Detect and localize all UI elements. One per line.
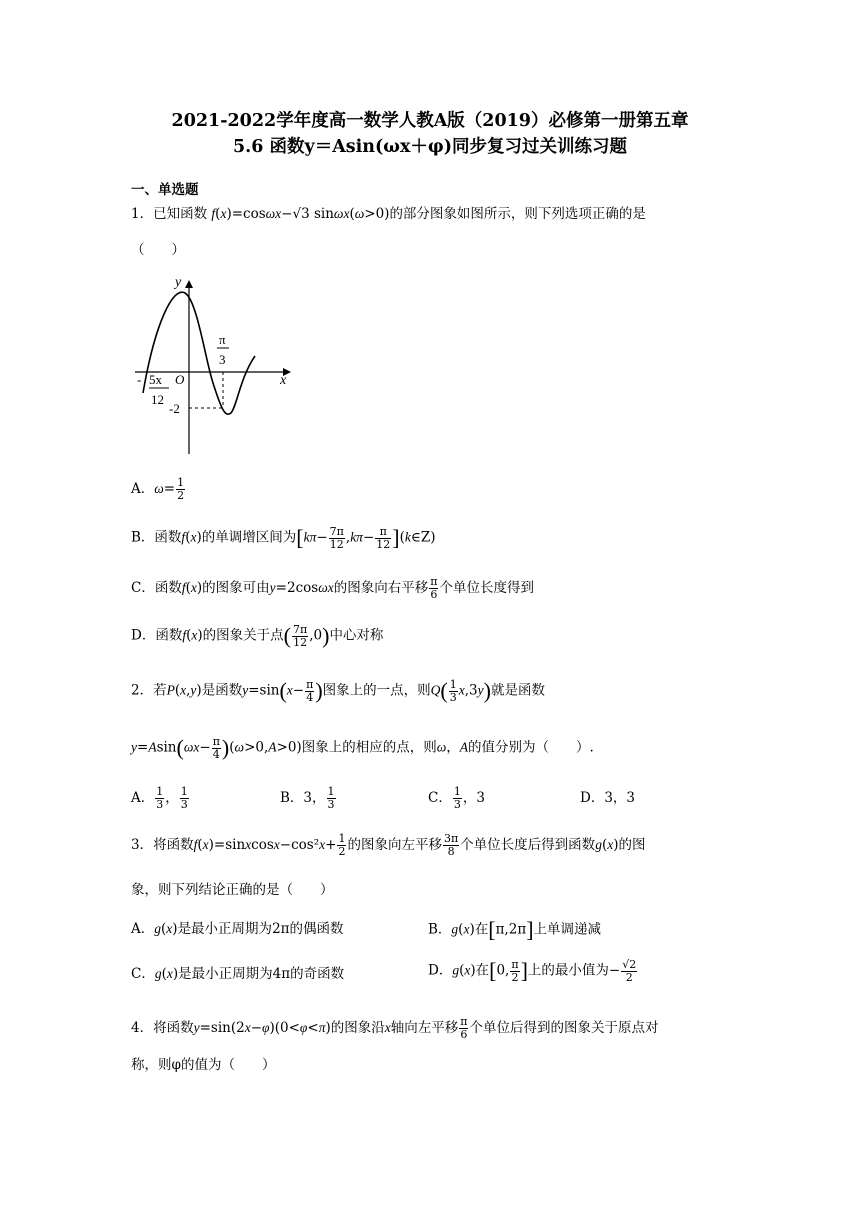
title-line-1: 2021-2022学年度高一数学人教A版（2019）必修第一册第五章	[171, 111, 689, 131]
q1-option-a: A．ω= $\frac{1}{2}$	[131, 476, 185, 502]
graph-min-label: -2	[169, 401, 180, 416]
graph-pi3-num: π	[219, 332, 226, 347]
q1-answer-paren: （ ）	[131, 242, 185, 258]
q1-option-b: B．函数f(x)的单调增区间为[kπ− $\frac{7\pi}{12}$ ,kπ− $\frac{\pi}{12}$ ](k∈Z)	[131, 524, 436, 551]
graph-x-label: x	[280, 373, 287, 388]
q2-option-a: A． $\frac{1}{3}$ ， $\frac{1}{3}$	[131, 785, 188, 811]
q1-option-d: D．函数f(x)的图象关于点( $\frac{7\pi}{12}$ ,0)中心对称	[131, 622, 384, 649]
title-line-2: 5.6 函数y＝Asin(ωx＋φ)同步复习过关训练习题	[233, 137, 627, 157]
q4-stem-line2: 称，则φ的值为（ ）	[131, 1057, 276, 1073]
graph-left-num: 5x	[149, 372, 162, 387]
q3-option-b: B．g(x)在[π,2π]上单调递减	[428, 917, 602, 942]
graph-y-label: y	[175, 275, 182, 290]
q1-graph	[125, 268, 305, 458]
q3-stem-line1: 3．将函数f(x)=sinxcosx−cos²x+ $\frac{1}{2}$ 的图象向左平移 $\frac{3\pi}{8}$ 个单位长度后得到函数g(x)的图	[131, 832, 646, 858]
q3-stem-line2: 象，则下列结论正确的是（ ）	[131, 882, 334, 898]
q3-option-c: C．g(x)是最小正周期为4π的奇函数	[131, 966, 345, 982]
q3-option-d: D．g(x)在[0, $\frac{\pi}{2}$ ]上的最小值为− $\frac{√2}{2}$	[428, 957, 637, 984]
q4-stem-line1: 4．将函数y=sin(2x−φ)(0<φ<π)的图象沿x轴向左平移 $\frac{\pi}{6}$ 个单位后得到的图象关于原点对	[131, 1015, 659, 1041]
q3-option-a: A．g(x)是最小正周期为2π的偶函数	[131, 921, 344, 937]
graph-left-sign: -	[137, 372, 142, 387]
q2-option-d: D．3，3	[580, 790, 636, 806]
q1-stem: 1．已知函数 f(x)=cosωx−√3 sinωx(ω>0)的部分图象如图所示，则下列选项正确的是	[131, 206, 646, 222]
graph-origin-label: O	[175, 372, 185, 387]
q2-option-c: C． $\frac{1}{3}$ ，3	[428, 785, 485, 811]
q2-stem-line1: 2．若P(x,y)是函数y=sin(x− $\frac{\pi}{4}$ )图象上的一点，则Q( $\frac{1}{3}$ x,3y)就是函数	[131, 677, 545, 704]
graph-left-den: 12	[151, 392, 164, 407]
section-heading: 一、单选题	[131, 182, 199, 198]
q2-option-b: B．3， $\frac{1}{3}$	[280, 785, 335, 811]
q1-option-c: C．函数f(x)的图象可由y=2cosωx的图象向右平移 $\frac{\pi}{6}$ 个单位长度得到	[131, 575, 534, 601]
graph-pi3-den: 3	[219, 352, 226, 367]
q2-stem-line2: y=Asin(ωx− $\frac{\pi}{4}$ )(ω>0,A>0)图象上的相应的点，则ω，A的值分别为（ ）.	[131, 734, 594, 761]
